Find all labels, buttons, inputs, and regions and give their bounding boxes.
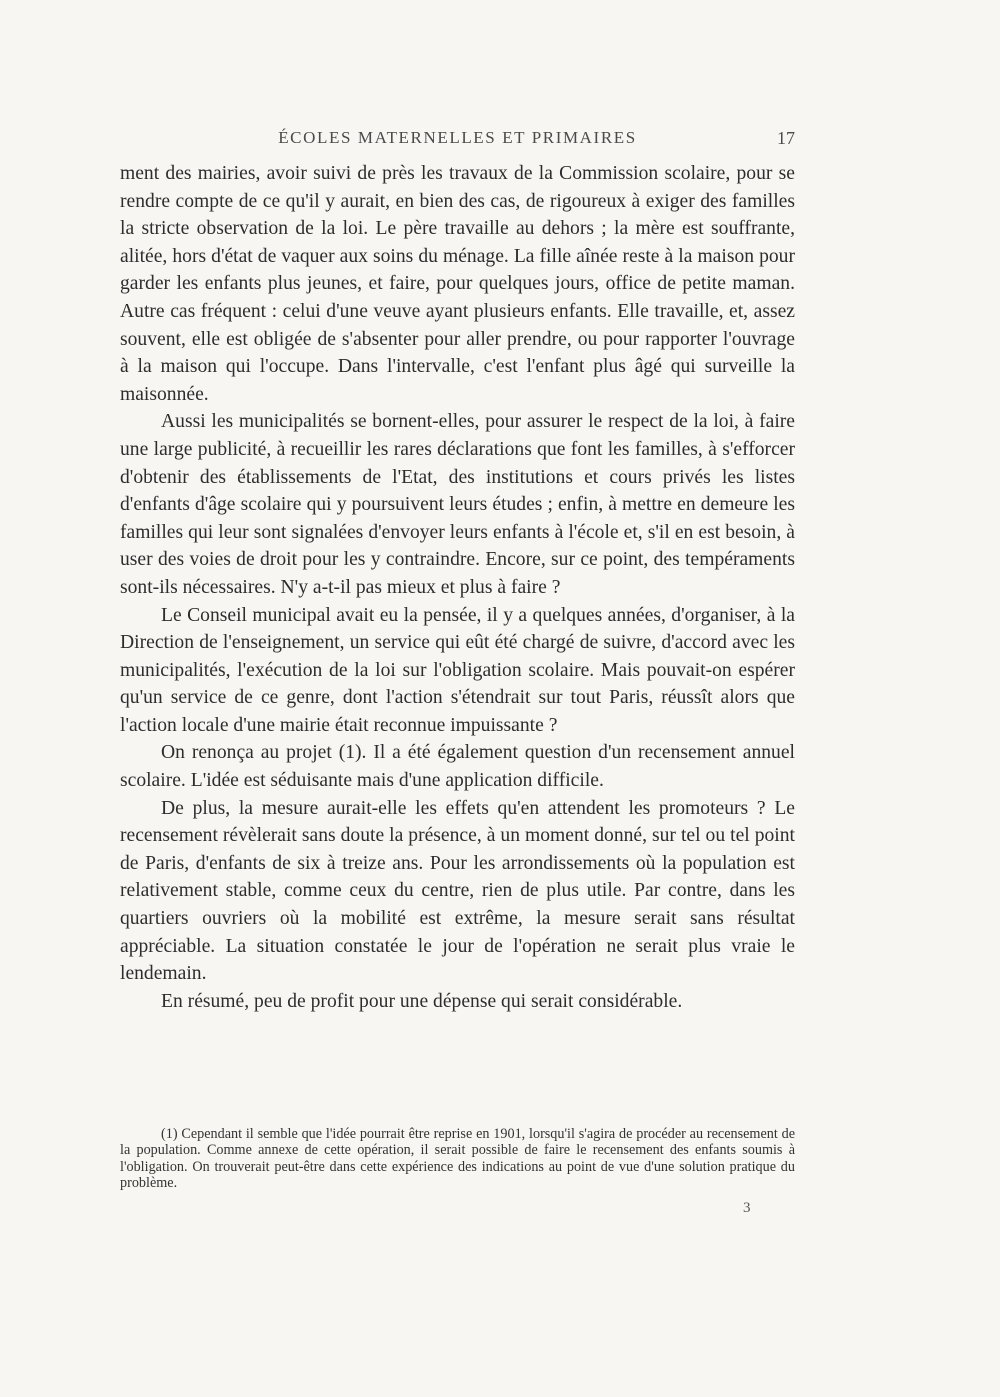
running-title: ÉCOLES MATERNELLES ET PRIMAIRES: [278, 128, 637, 147]
running-header: [120, 128, 795, 152]
page-number: 17: [777, 128, 795, 148]
paragraph-continued: ment des mairies, avoir suivi de près les travaux de la Commission scolaire, pour se rendre compte de ce qu'il y aurait, en bien des cas, de rigoureux à exiger des familles la stricte observation de la loi. Le père travaille au dehors ; la mère est souffrante, alitée, hors d'état de vaquer aux soins du ménage. La fille aînée reste à la maison pour garder les enfants plus jeunes, et faire, pour quelques jours, office de petite maman. Autre cas fréquent : celui d'une veuve ayant plusieurs enfants. Elle travaille, et, assez souvent, elle est obligée de s'absenter pour aller prendre, ou pour rapporter l'ouvrage à la maison qui l'occupe. Dans l'intervalle, c'est l'enfant plus âgé qui surveille la maisonnée.: [120, 163, 795, 405]
footnotes: [120, 1126, 795, 1192]
paragraph: On renonça au projet (1). Il a été également question d'un recensement annuel scolaire. L'idée est séduisante mais d'une application difficile.: [120, 742, 795, 792]
paragraph: Le Conseil municipal avait eu la pensée, il y a quelques années, d'organiser, à la Direction de l'enseignement, un service qui eût été chargé de suivre, d'accord avec les municipalités, l'exécution de la loi sur l'obligation scolaire. Mais pouvait-on espérer qu'un service de ce genre, dont l'action s'étendrait sur tout Paris, réussît alors que l'action locale d'une mairie était reconnue impuissante ?: [120, 604, 795, 736]
signature-mark: 3: [743, 1200, 751, 1216]
paragraph: De plus, la mesure aurait-elle les effets qu'en attendent les promoteurs ? Le recensement révèlerait sans doute la présence, à un moment donné, sur tel ou tel point de Paris, d'enfants de six à treize ans. Pour les arrondissements où la population est relativement stable, comme ceux du centre, rien de plus utile. Par contre, dans les quartiers ouvriers où la mobilité est extrême, la mesure serait sans résultat appréciable. La situation constatée le jour de l'opération ne serait plus vraie le lendemain.: [120, 797, 795, 985]
footnote: (1) Cependant il semble que l'idée pourrait être reprise en 1901, lorsqu'il s'agira de procéder au recensement de la population. Comme annexe de cette opération, il serait possible de faire le recensement des enfants soumis à l'obligation. On trouverait peut-être dans cette expérience des indications au point de vue d'une solution pratique du problème.: [120, 1126, 795, 1192]
paragraph: Aussi les municipalités se bornent-elles, pour assurer le respect de la loi, à faire une large publicité, à recueillir les rares déclarations que font les familles, à s'efforcer d'obtenir des établissements de l'Etat, des institutions et cours privés les listes d'enfants d'âge scolaire qui y poursuivent leurs études ; enfin, à mettre en demeure les familles qui leur sont signalées d'envoyer leurs enfants à l'école et, s'il en est besoin, à user des voies de droit pour les y contraindre. Encore, sur ce point, des tempéraments sont-ils nécessaires. N'y a-t-il pas mieux et plus à faire ?: [120, 411, 795, 598]
paragraph: En résumé, peu de profit pour une dépense qui serait considérable.: [161, 990, 683, 1012]
body-text: [120, 160, 795, 1015]
